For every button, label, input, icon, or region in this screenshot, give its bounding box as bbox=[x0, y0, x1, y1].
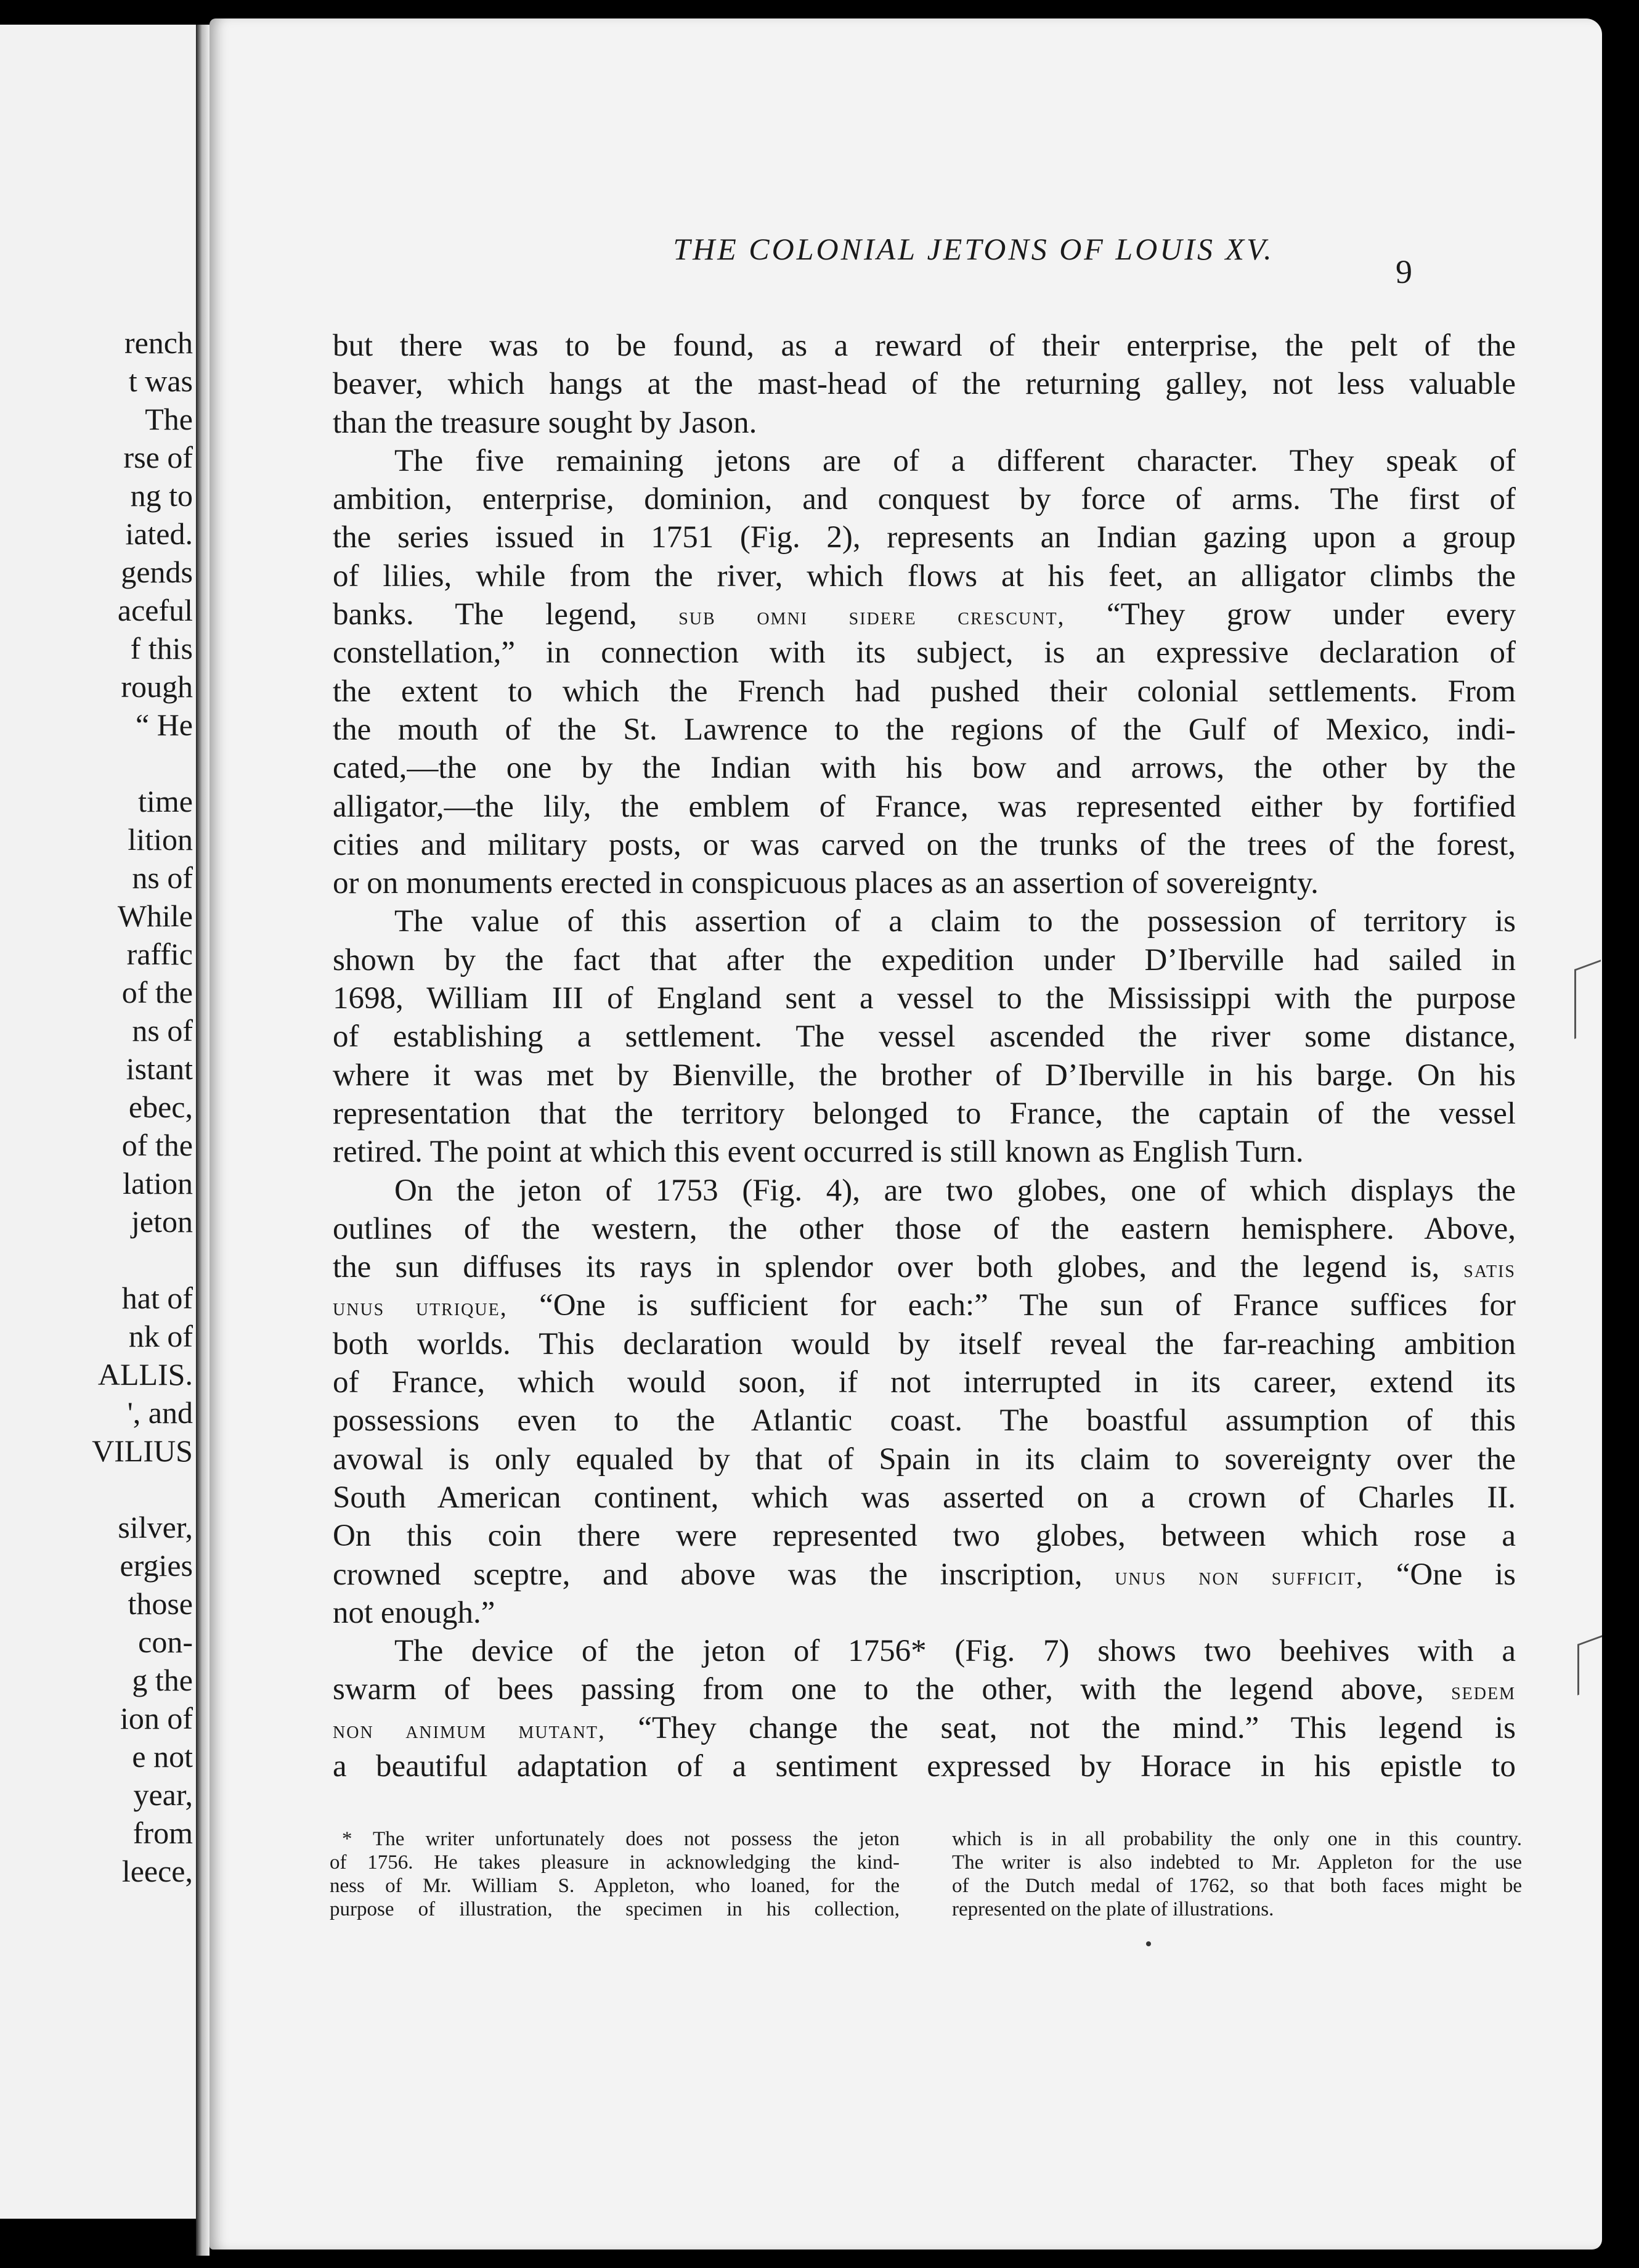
text-line: than the treasure sought by Jason. bbox=[333, 405, 757, 440]
text-line: On the jeton of 1753 (Fig. 4), are two globes, one of which displays the bbox=[394, 1173, 1516, 1208]
text-line: or on monuments erected in conspicuous places as an assertion of sovereignty. bbox=[333, 866, 1319, 901]
text-line: On this coin there were represented two globes, between which rose a bbox=[333, 1519, 1516, 1554]
text-line: possessions even to the Atlantic coast. The boastful assumption of this bbox=[333, 1403, 1516, 1438]
latin-legend: sedem bbox=[1451, 1678, 1516, 1705]
text-line: The five remaining jetons are of a different character. They speak of bbox=[394, 443, 1516, 478]
previous-page-line bbox=[8, 1470, 193, 1508]
previous-page-line: VILIUS bbox=[92, 1434, 193, 1468]
latin-legend: unus utrique, bbox=[333, 1294, 508, 1321]
previous-page-line: of the bbox=[121, 1128, 193, 1162]
previous-page-line: time bbox=[138, 784, 193, 818]
previous-page-line: “ He bbox=[136, 708, 193, 742]
previous-page-line: gends bbox=[121, 555, 193, 589]
running-head: THE COLONIAL JETONS OF LOUIS XV. bbox=[673, 232, 1274, 266]
previous-page-line: f this bbox=[130, 631, 193, 666]
latin-legend: non animum mutant, bbox=[333, 1716, 606, 1744]
text-line: representation that the territory belonged to France, the captain of the vessel bbox=[333, 1096, 1516, 1131]
text-line: the extent to which the French had pushed their colonial settlements. From bbox=[333, 674, 1516, 709]
text-line: cated,—the one by the Indian with his bow and arrows, the other by the bbox=[333, 751, 1516, 786]
text-line bbox=[333, 1556, 1516, 1594]
text-line: 1698, William III of England sent a vessel to the Mississippi with the purpose bbox=[333, 981, 1516, 1016]
previous-page-line: rench bbox=[124, 325, 193, 360]
footnote-line: purpose of illustration, the specimen in his collection, bbox=[330, 1898, 900, 1920]
page bbox=[209, 18, 1602, 2250]
previous-page-line: from bbox=[132, 1816, 193, 1850]
latin-legend: unus non sufficit, bbox=[1115, 1562, 1364, 1590]
previous-page-line: iated. bbox=[125, 516, 193, 551]
previous-page-line: The bbox=[145, 402, 193, 436]
text-line: avowal is only equaled by that of Spain in its claim to sovereignty over the bbox=[333, 1442, 1516, 1477]
text-line: ambition, enterprise, dominion, and conquest by force of arms. The first of bbox=[333, 482, 1516, 517]
previous-page-line: lation bbox=[123, 1166, 193, 1201]
previous-page-line: year, bbox=[133, 1777, 193, 1812]
previous-page-line: ion of bbox=[120, 1701, 193, 1736]
text-line: alligator,—the lily, the emblem of France, was represented either by fortified bbox=[333, 789, 1516, 824]
previous-page-line bbox=[8, 744, 193, 782]
text-segment: “They change the seat, not the mind.” This legend is bbox=[605, 1710, 1516, 1745]
text-line: South American continent, which was asserted on a crown of Charles II. bbox=[333, 1480, 1516, 1515]
previous-page-line bbox=[8, 1241, 193, 1279]
previous-page-fragment bbox=[0, 25, 200, 2219]
footnote-line: The writer is also indebted to Mr. Appleton for the use bbox=[952, 1851, 1522, 1874]
previous-page-line: t was bbox=[128, 364, 193, 398]
text-line: both worlds. This declaration would by itself reveal the far-reaching ambition bbox=[333, 1326, 1516, 1361]
text-line bbox=[333, 1286, 1516, 1324]
text-segment: “One is bbox=[1364, 1557, 1516, 1592]
footnote-right-column bbox=[952, 1827, 1522, 1921]
footnote-line: of the Dutch medal of 1762, so that both faces might be bbox=[952, 1875, 1522, 1897]
text-line bbox=[333, 1709, 1516, 1747]
text-segment: the sun diffuses its rays in splendor over both globes, and the legend is, bbox=[333, 1250, 1464, 1285]
previous-page-line: silver, bbox=[118, 1510, 193, 1544]
previous-page-line: aceful bbox=[117, 593, 193, 627]
previous-page-line: con- bbox=[138, 1625, 193, 1659]
previous-page-line: leece, bbox=[121, 1854, 193, 1888]
text-line: cities and military posts, or was carved on the trunks of the trees of the forest, bbox=[333, 827, 1516, 862]
text-line: the series issued in 1751 (Fig. 2), represents an Indian gazing upon a group bbox=[333, 520, 1516, 555]
text-segment: crowned sceptre, and above was the inscription, bbox=[333, 1557, 1115, 1592]
latin-legend: satis bbox=[1463, 1255, 1516, 1283]
previous-page-line: hat of bbox=[121, 1281, 193, 1315]
text-line bbox=[333, 595, 1516, 634]
previous-page-line: lition bbox=[128, 822, 193, 857]
text-line bbox=[333, 1248, 1516, 1286]
text-line: of lilies, while from the river, which flows at his feet, an alligator climbs the bbox=[333, 558, 1516, 594]
footnote-line: represented on the plate of illustrations. bbox=[952, 1898, 1274, 1920]
text-line: outlines of the western, the other those of the eastern hemisphere. Above, bbox=[333, 1211, 1516, 1246]
text-line: retired. The point at which this event occurred is still known as English Turn. bbox=[333, 1135, 1304, 1170]
previous-page-line: While bbox=[117, 899, 193, 933]
text-segment: banks. The legend, bbox=[333, 597, 679, 632]
footnote-line: which is in all probability the only one in this country. bbox=[952, 1828, 1522, 1850]
previous-page-text bbox=[8, 324, 196, 1890]
text-segment: “One is sufficient for each:” The sun of France suffices for bbox=[507, 1288, 1516, 1323]
page-number: 9 bbox=[1396, 253, 1412, 290]
previous-page-line: ng to bbox=[130, 478, 193, 513]
previous-page-line: nk of bbox=[128, 1319, 193, 1353]
book-gutter bbox=[196, 25, 209, 2256]
text-line: of France, which would soon, if not interrupted in its career, extend its bbox=[333, 1365, 1516, 1400]
text-line: of establishing a settlement. The vessel ascended the river some distance, bbox=[333, 1019, 1516, 1054]
footnote-left-column bbox=[330, 1827, 900, 1921]
previous-page-line: ebec, bbox=[128, 1090, 193, 1124]
text-line: shown by the fact that after the expedition under D’Iberville had sailed in bbox=[333, 942, 1516, 977]
footnote-line: ness of Mr. William S. Appleton, who loaned, for the bbox=[330, 1875, 900, 1897]
previous-page-line: those bbox=[128, 1586, 193, 1621]
previous-page-line: g the bbox=[132, 1663, 193, 1697]
text-line: the mouth of the St. Lawrence to the regions of the Gulf of Mexico, indi- bbox=[333, 712, 1516, 747]
previous-page-line: raffic bbox=[126, 937, 193, 971]
text-line: but there was to be found, as a reward of their enterprise, the pelt of the bbox=[333, 328, 1516, 363]
page-edge-tear bbox=[1577, 1634, 1602, 1695]
text-line: beaver, which hangs at the mast-head of the returning galley, not less valuable bbox=[333, 367, 1516, 402]
previous-page-line: rough bbox=[121, 669, 193, 704]
previous-page-line: ns of bbox=[132, 860, 193, 895]
text-line bbox=[333, 1670, 1516, 1708]
previous-page-line: of the bbox=[121, 975, 193, 1010]
text-segment: swarm of bees passing from one to the other, with the legend above, bbox=[333, 1672, 1452, 1707]
footnote-line: * The writer unfortunately does not possess the jeton bbox=[342, 1828, 900, 1850]
text-line: not enough.” bbox=[333, 1595, 495, 1630]
text-line: The value of this assertion of a claim to the possession of territory is bbox=[394, 904, 1516, 939]
text-segment: “They grow under every bbox=[1065, 597, 1516, 632]
previous-page-line: ALLIS. bbox=[97, 1357, 193, 1392]
previous-page-line: rse of bbox=[123, 440, 193, 475]
page-edge-tear bbox=[1574, 960, 1601, 1039]
text-line: constellation,” in connection with its subject, is an expressive declaration of bbox=[333, 635, 1516, 671]
footnote bbox=[330, 1827, 1522, 1921]
footnote-line: of 1756. He takes pleasure in acknowledging the kind- bbox=[330, 1851, 900, 1874]
text-line: a beautiful adaptation of a sentiment expressed by Horace in his epistle to bbox=[333, 1748, 1516, 1784]
text-line: where it was met by Bienville, the brother of D’Iberville in his barge. On his bbox=[333, 1058, 1516, 1093]
previous-page-line: ergies bbox=[120, 1548, 193, 1583]
previous-page-line: ', and bbox=[127, 1395, 193, 1430]
previous-page-line: jeton bbox=[131, 1204, 193, 1239]
previous-page-line: ns of bbox=[132, 1013, 193, 1048]
previous-page-line: e not bbox=[132, 1739, 193, 1774]
ink-speck bbox=[1146, 1941, 1151, 1946]
text-line: The device of the jeton of 1756* (Fig. 7) shows two beehives with a bbox=[394, 1634, 1516, 1669]
previous-page-line: istant bbox=[126, 1051, 193, 1086]
latin-legend: sub omni sidere crescunt, bbox=[678, 603, 1065, 630]
body-text bbox=[333, 327, 1516, 1785]
